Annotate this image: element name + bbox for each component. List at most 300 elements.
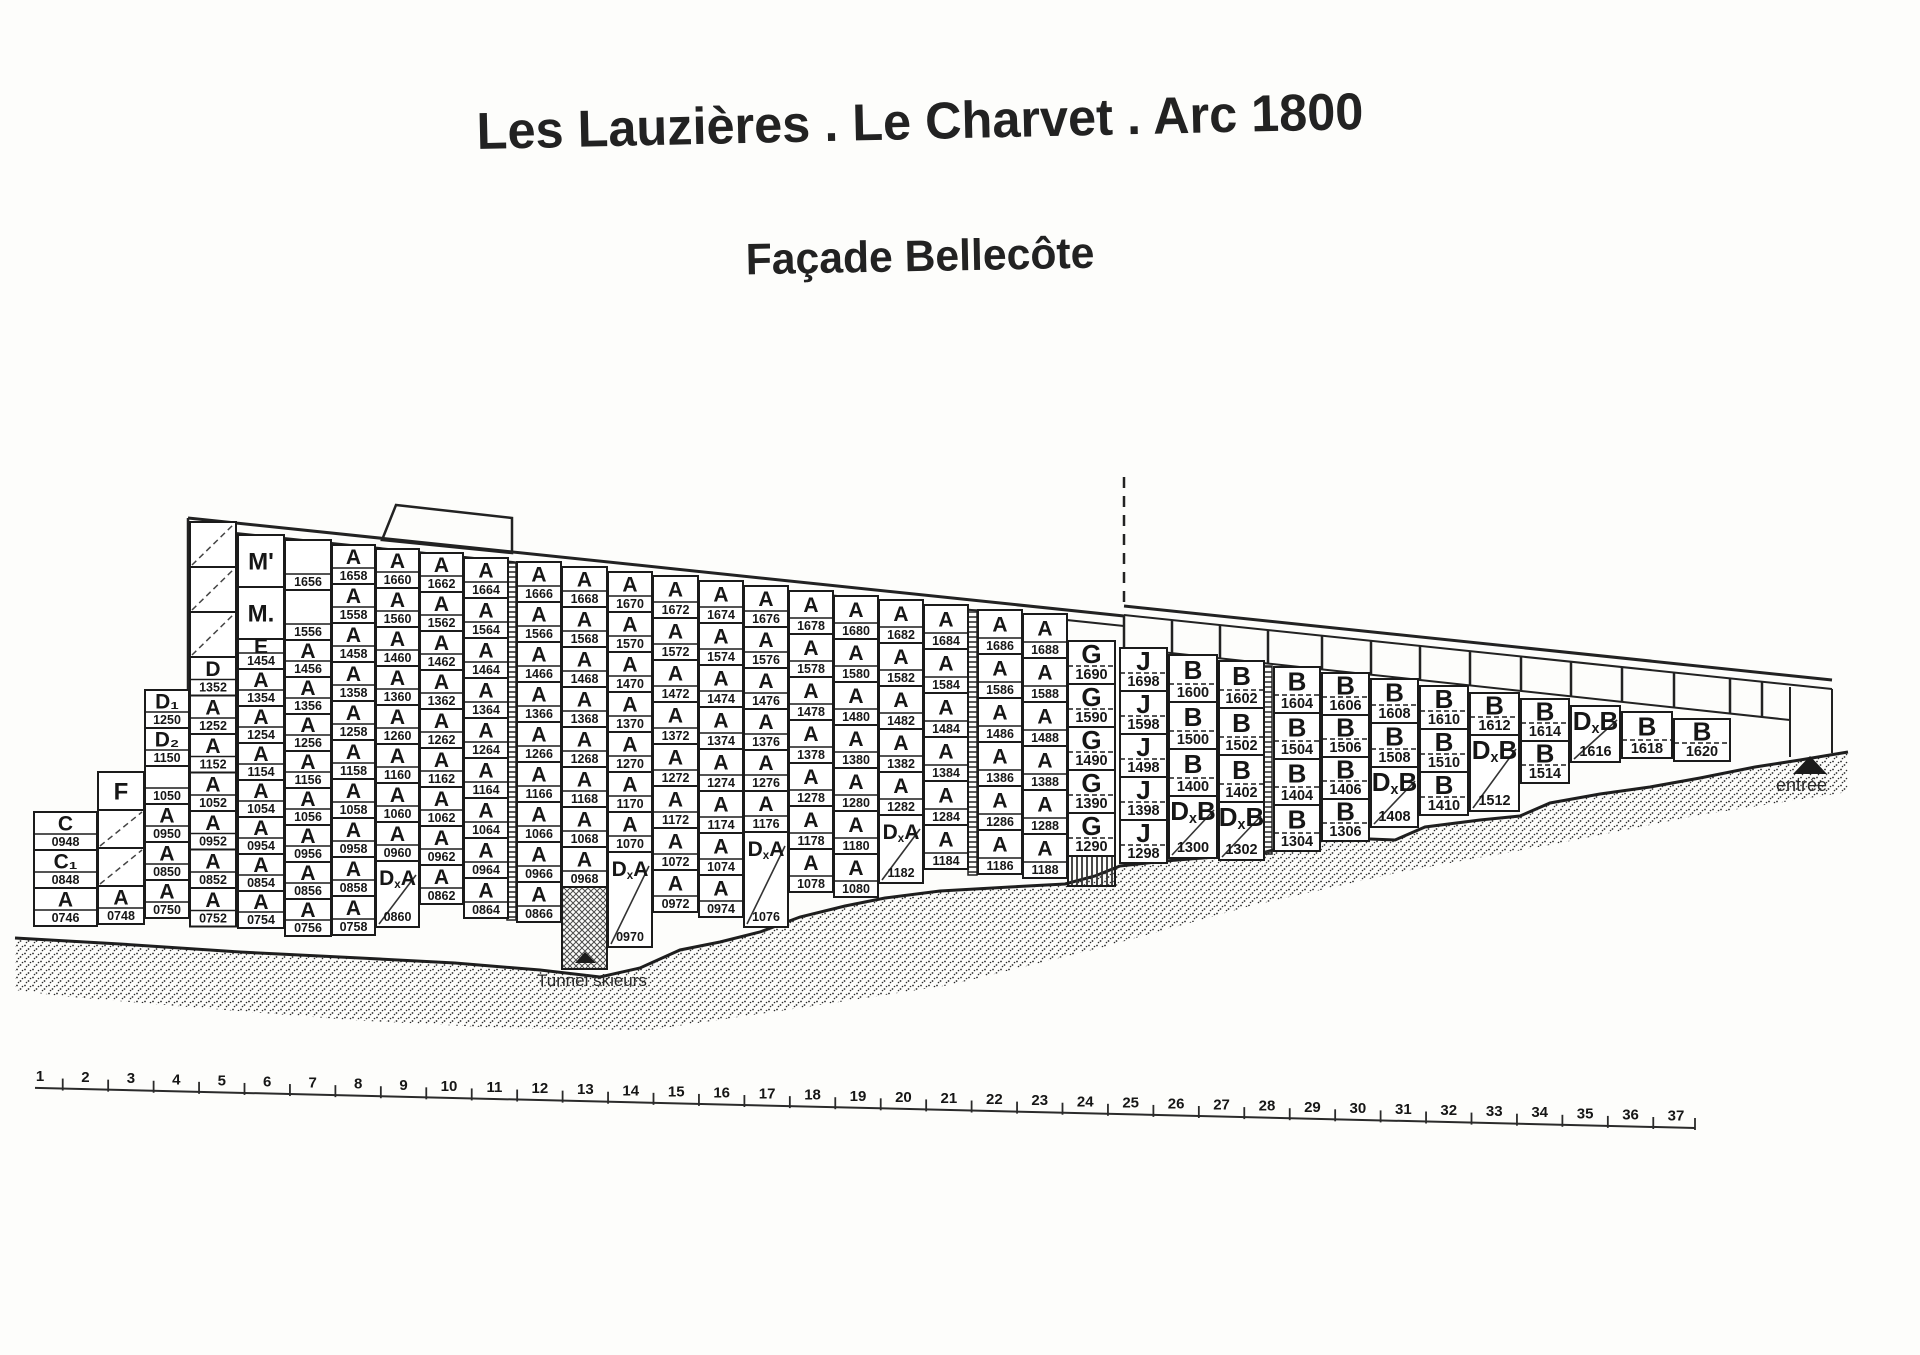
unit-number: 1660 (383, 573, 412, 587)
unit-number: 1166 (525, 787, 553, 801)
page-title: Les Lauzières . Le Charvet . Arc 1800 (476, 82, 1364, 162)
unit-column (978, 610, 1022, 874)
unit-letter: A (478, 679, 494, 703)
unit-number: 1366 (525, 707, 553, 721)
unit-column (653, 576, 698, 912)
unit-number: 1486 (986, 727, 1014, 741)
unit-letter: A (205, 811, 221, 835)
unit-number: 1406 (1329, 782, 1362, 798)
ruler-number: 33 (1485, 1103, 1503, 1121)
unit-number: 1058 (339, 803, 368, 817)
unit-letter: J (1136, 645, 1151, 676)
unit-letter: A (713, 835, 729, 859)
unit-number: 1184 (932, 854, 960, 868)
unit-cell (1322, 796, 1369, 841)
stair-shaft (1264, 666, 1272, 854)
unit-cell (420, 748, 463, 787)
unit-letter: G (1081, 767, 1102, 798)
unit-number: 0848 (51, 873, 80, 887)
unit-letter: A (205, 696, 221, 720)
unit-cell (834, 596, 878, 639)
unit-number: 1262 (427, 733, 456, 747)
unit-cell (464, 638, 508, 678)
unit-cell (420, 709, 463, 748)
unit-letter: A (667, 788, 684, 812)
unit-letter: A (389, 745, 406, 769)
unit-letter: A (622, 733, 638, 757)
unit-letter: A (713, 751, 729, 775)
unit-letter: A (345, 780, 362, 804)
unit-letter: DxA (882, 821, 920, 845)
ruler-number: 31 (1394, 1100, 1412, 1118)
unit-cell (562, 647, 607, 687)
unit-cell (1420, 770, 1468, 815)
unit-cell (653, 576, 698, 618)
unit-number: 0968 (570, 872, 599, 886)
unit-number: 1282 (887, 800, 915, 814)
ruler-number: 34 (1531, 1104, 1549, 1122)
unit-number: 1072 (661, 855, 690, 869)
unit-number: 0964 (472, 863, 500, 877)
unit-number: 1402 (1225, 785, 1258, 801)
ruler-number: 28 (1258, 1097, 1276, 1115)
unit-letter: A (622, 573, 638, 597)
unit-letter: A (803, 766, 819, 790)
unit-number: 1154 (247, 765, 275, 779)
unit-cell (1571, 706, 1620, 762)
unit-letter: A (345, 546, 362, 570)
unit-letter: A (848, 857, 864, 881)
unit-number: 1688 (1031, 643, 1059, 657)
unit-column (1674, 716, 1730, 761)
unit-letter: A (389, 550, 406, 574)
unit-letter: A (803, 594, 819, 618)
unit-letter: A (576, 768, 593, 792)
unit-cell (879, 815, 923, 883)
unit-number: 1666 (525, 587, 553, 601)
unit-cell (1274, 712, 1320, 759)
unit-letter: A (622, 813, 638, 837)
unit-number: 1498 (1127, 760, 1160, 776)
unit-letter: A (848, 728, 864, 752)
unit-number: 1078 (797, 877, 825, 891)
unit-letter: A (478, 719, 494, 743)
unit-number: 0862 (427, 889, 456, 903)
unit-cell (834, 768, 878, 811)
unit-number: 0970 (616, 930, 644, 944)
unit-number: 1400 (1176, 779, 1210, 795)
ruler-number: 22 (985, 1091, 1003, 1109)
unit-cell (562, 727, 607, 767)
ruler-number: 7 (308, 1074, 317, 1092)
unit-number: 1462 (427, 655, 456, 669)
unit-number: 1358 (339, 686, 368, 700)
unit-number: 1170 (616, 797, 644, 811)
unit-cell (699, 875, 743, 917)
unit-cell (238, 743, 284, 780)
unit-cell (285, 540, 331, 590)
unit-cell (285, 825, 331, 862)
unit-number: 1454 (247, 654, 275, 668)
unit-number: 0752 (199, 911, 227, 926)
ruler-number: 8 (353, 1075, 363, 1093)
unit-cell (1023, 834, 1067, 878)
unit-number: 1056 (294, 810, 322, 824)
unit-number: 1368 (570, 712, 599, 726)
unit-cell (332, 701, 375, 740)
unit-number: 1672 (661, 603, 690, 617)
unit-cell (879, 643, 923, 686)
unit-letter: A (576, 688, 593, 712)
unit-letter: A (531, 563, 547, 587)
unit-cell (744, 586, 788, 627)
unit-cell (744, 832, 788, 927)
unit-letter: A (531, 723, 547, 747)
unit-cell (238, 706, 284, 743)
unit-cell (376, 549, 419, 588)
unit-number: 1180 (842, 839, 870, 853)
unit-number: 1680 (842, 624, 870, 638)
unit-cell (190, 888, 236, 927)
unit-letter: A (389, 589, 406, 613)
unit-cell (190, 850, 236, 889)
unit-letter: A (1037, 837, 1053, 861)
unit-number: 1484 (932, 722, 960, 736)
unit-number: 1514 (1528, 766, 1562, 782)
unit-cell (285, 899, 331, 936)
unit-number: 1568 (570, 632, 599, 646)
unit-letter: A (531, 803, 547, 827)
unit-number: 0856 (294, 884, 322, 898)
unit-letter: C₁ (53, 850, 78, 874)
unit-letter: B (1434, 769, 1454, 800)
unit-number: 1506 (1329, 740, 1362, 756)
unit-number: 1488 (1031, 731, 1059, 745)
unit-number: 1370 (616, 717, 644, 731)
unit-cell (608, 772, 652, 812)
unit-letter: A (1037, 617, 1053, 641)
unit-letter: B (1434, 726, 1454, 757)
unit-letter: A (848, 685, 864, 709)
unit-column (1571, 706, 1620, 762)
unit-number: 1152 (199, 757, 227, 772)
unit-number: 1582 (887, 671, 915, 685)
unit-number: 1176 (752, 817, 780, 831)
unit-letter: B (1183, 701, 1203, 732)
unit-letter: B (1287, 758, 1307, 789)
unit-cell (464, 598, 508, 638)
unit-cell (653, 702, 698, 744)
unit-letter: B (1287, 666, 1307, 697)
unit-cell (332, 545, 375, 584)
unit-number: 1186 (986, 859, 1014, 873)
unit-column (834, 596, 878, 897)
unit-number: 1388 (1031, 775, 1059, 789)
unit-letter: G (1081, 810, 1102, 841)
unit-letter: A (1037, 793, 1053, 817)
unit-number: 1690 (1075, 667, 1108, 683)
unit-letter: A (893, 689, 909, 713)
unit-letter: A (848, 599, 864, 623)
unit-cell (653, 744, 698, 786)
unit-letter: A (205, 850, 221, 874)
ruler-number: 25 (1122, 1094, 1140, 1112)
unit-cell (744, 750, 788, 791)
unit-number: 1574 (707, 650, 735, 664)
unit-letter: F (113, 778, 129, 806)
unit-letter: B (1485, 690, 1504, 721)
unit-cell (789, 591, 833, 634)
unit-letter: A (345, 585, 362, 609)
unit-cell (464, 678, 508, 718)
unit-cell (1169, 702, 1217, 749)
unit-cell (332, 662, 375, 701)
unit-number: 1260 (383, 729, 412, 743)
unit-letter: A (1037, 705, 1053, 729)
unit-letter: B (1535, 738, 1555, 769)
unit-column (332, 545, 375, 935)
stair-shaft (968, 610, 977, 875)
unit-cell (1622, 711, 1672, 758)
unit-cell (978, 654, 1022, 698)
unit-letter: A (433, 632, 450, 656)
unit-number: 1354 (247, 691, 275, 705)
unit-number: 1158 (339, 764, 368, 778)
unit-letter: A (433, 866, 450, 890)
unit-column (1420, 684, 1468, 815)
unit-letter: A (300, 862, 316, 886)
unit-letter: A (938, 696, 954, 720)
unit-cell (98, 848, 144, 886)
unit-number: 1050 (153, 789, 181, 803)
unit-letter: A (345, 897, 362, 921)
unit-letter: B (1287, 804, 1307, 835)
unit-letter: A (389, 784, 406, 808)
ruler-number: 14 (622, 1082, 640, 1100)
unit-cell (1023, 702, 1067, 746)
unit-letter: A (893, 603, 909, 627)
unit-cell (464, 798, 508, 838)
ruler-number: 5 (217, 1072, 226, 1090)
unit-number: 0748 (107, 909, 135, 923)
unit-letter: A (205, 773, 221, 797)
unit-letter: A (478, 879, 494, 903)
unit-cell (332, 779, 375, 818)
ruler-number: 32 (1440, 1102, 1458, 1120)
unit-cell (608, 652, 652, 692)
unit-number: 0864 (472, 903, 500, 917)
unit-number: 1258 (339, 725, 368, 739)
unit-cell (562, 807, 607, 847)
unit-letter: B (1434, 683, 1454, 714)
unit-letter: A (893, 775, 909, 799)
unit-letter: A (531, 763, 547, 787)
unit-number: 1306 (1329, 824, 1362, 840)
unit-cell (1219, 708, 1264, 755)
unit-number: 1256 (294, 736, 322, 750)
unit-cell (1322, 712, 1369, 757)
unit-letter: A (803, 723, 819, 747)
unit-number: 1150 (153, 751, 181, 765)
entree-label: entrée (1776, 775, 1828, 795)
unit-number: 1054 (247, 802, 275, 816)
unit-letter: DxA (379, 867, 416, 891)
unit-letter: DxB (1371, 767, 1418, 798)
unit-column (376, 549, 419, 927)
unit-cell (608, 732, 652, 772)
unit-number: 1480 (842, 710, 870, 724)
unit-number: 1264 (472, 743, 500, 757)
unit-number: 1570 (616, 637, 644, 651)
unit-letter: C (57, 812, 74, 836)
unit-number: 0960 (383, 846, 412, 860)
page-subtitle: Façade Bellecôte (745, 228, 1095, 285)
unit-cell (376, 705, 419, 744)
ruler-number: 13 (576, 1081, 594, 1099)
unit-cell (464, 758, 508, 798)
unit-letter: A (893, 732, 909, 756)
unit-number: 1584 (932, 678, 960, 692)
unit-letter: A (893, 646, 909, 670)
unit-number: 1164 (472, 783, 500, 797)
unit-letter: DxB (1572, 706, 1619, 737)
unit-cell (562, 847, 607, 887)
unit-cell (608, 572, 652, 612)
unit-cell (285, 714, 331, 751)
unit-number: 1168 (570, 792, 599, 806)
unit-cell (1120, 775, 1167, 820)
unit-cell (332, 857, 375, 896)
unit-number: 1302 (1225, 842, 1258, 858)
unit-letter: A (758, 670, 774, 694)
unit-number: 1606 (1329, 698, 1362, 714)
unit-column (285, 540, 331, 936)
unit-letter: D₂ (154, 728, 180, 752)
unit-cell (376, 666, 419, 705)
unit-cell (978, 830, 1022, 874)
unit-cell (562, 687, 607, 727)
unit-cell (834, 811, 878, 854)
unit-number: 1290 (1075, 839, 1108, 855)
unit-cell (744, 668, 788, 709)
unit-letter: A (345, 624, 362, 648)
unit-cell (190, 734, 236, 773)
unit-letter: A (531, 883, 547, 907)
unit-letter: B (1336, 670, 1355, 701)
unit-letter: A (159, 842, 175, 866)
unit-number: 1586 (986, 683, 1014, 697)
unit-number: 1490 (1075, 753, 1108, 769)
unit-cell (376, 822, 419, 861)
unit-column (699, 581, 743, 917)
unit-letter: G (1081, 681, 1102, 712)
unit-letter: A (938, 740, 954, 764)
unit-cell (238, 817, 284, 854)
unit-letter: B (1232, 707, 1251, 738)
unit-number: 1156 (294, 773, 322, 787)
unit-letter: A (992, 701, 1008, 725)
unit-number: 1600 (1176, 685, 1210, 701)
unit-cell (924, 825, 968, 869)
unit-cell (1120, 689, 1167, 734)
unit-letter: B (1287, 712, 1307, 743)
unit-number: 1578 (797, 662, 825, 676)
unit-cell (653, 618, 698, 660)
unit-cell (285, 751, 331, 788)
unit-cell (1420, 727, 1468, 772)
unit-number: 0754 (247, 913, 275, 927)
ruler-number: 23 (1031, 1092, 1049, 1110)
unit-letter: A (389, 628, 406, 652)
unit-letter: A (300, 640, 316, 664)
ruler-number: 9 (399, 1076, 408, 1094)
unit-cell (1169, 655, 1217, 702)
unit-cell (1169, 749, 1217, 796)
unit-letter: A (478, 759, 494, 783)
unit-number: 0972 (661, 897, 690, 911)
unit-number: 1482 (887, 714, 915, 728)
unit-letter: B (1232, 754, 1251, 785)
unit-letter: A (478, 639, 494, 663)
unit-letter: A (576, 808, 593, 832)
unit-letter: A (389, 823, 406, 847)
unit-number: 1458 (339, 647, 368, 661)
unit-cell (924, 649, 968, 693)
unit-cell (879, 729, 923, 772)
unit-cell (924, 693, 968, 737)
unit-letter: A (389, 706, 406, 730)
unit-cell (1023, 790, 1067, 834)
unit-cell (653, 786, 698, 828)
unit-number: 0954 (247, 839, 275, 853)
unit-cell (1068, 639, 1115, 684)
unit-column (1120, 646, 1167, 863)
unit-number: 1468 (570, 672, 599, 686)
unit-cell (1068, 682, 1115, 727)
unit-letter: J (1136, 817, 1151, 848)
unit-letter: A (576, 848, 593, 872)
unit-cell (1068, 856, 1115, 886)
unit-number: 1474 (707, 692, 735, 706)
unit-cell (562, 567, 607, 607)
ruler-number: 12 (531, 1080, 549, 1098)
unit-number: 1076 (752, 910, 780, 924)
unit-number: 1380 (842, 753, 870, 767)
unit-cell (1068, 811, 1115, 856)
unit-letter: B (1183, 654, 1203, 685)
unit-letter: A (345, 858, 362, 882)
ruler-number: 27 (1213, 1096, 1230, 1114)
unit-number: 0860 (383, 910, 412, 924)
unit-letter: A (667, 830, 684, 854)
unit-number: 1410 (1427, 798, 1461, 814)
unit-column (98, 772, 144, 924)
unit-number: 1456 (294, 662, 322, 676)
unit-number: 1276 (752, 776, 780, 790)
unit-number: 1064 (472, 823, 500, 837)
unit-number: 1512 (1478, 793, 1511, 809)
unit-letter: A (667, 620, 684, 644)
unit-letter: A (713, 583, 729, 607)
unit-number: 1566 (525, 627, 553, 641)
ruler-number: 11 (486, 1078, 503, 1096)
unit-number: 1080 (842, 882, 870, 896)
unit-cell (1023, 658, 1067, 702)
unit-number: 1052 (199, 796, 227, 810)
unit-column (789, 591, 833, 892)
unit-number: 1674 (707, 608, 735, 622)
ruler-number: 17 (758, 1085, 776, 1103)
